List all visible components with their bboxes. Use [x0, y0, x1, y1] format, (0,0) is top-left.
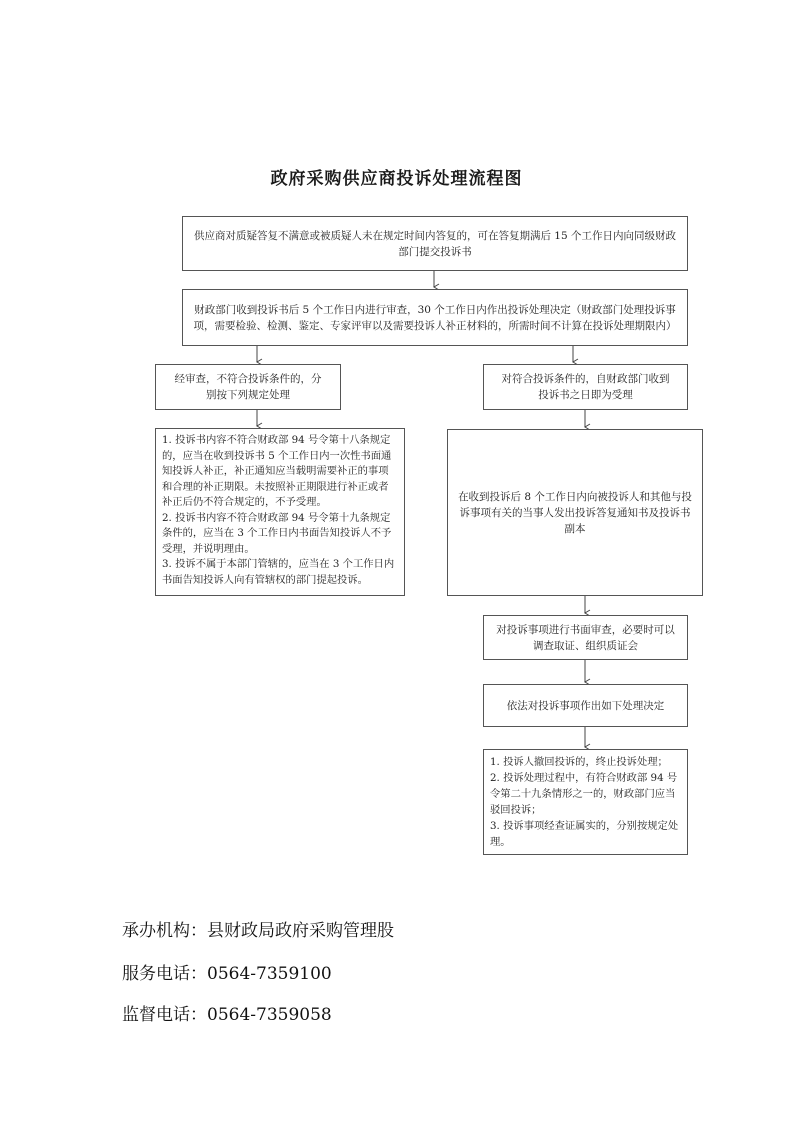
qualified-box [483, 364, 688, 410]
review-box [182, 289, 688, 346]
notify-box [447, 429, 703, 596]
notify-text: 在收到投诉后 8 个工作日内向被投诉人和其他与投诉事项有关的当事人发出投诉答复通知书及投诉书副本 [458, 490, 692, 535]
not-qualified-text: 经审查，不符合投诉条件的，分别按下列规定处理 [174, 373, 322, 401]
decision-text: 依法对投诉事项作出如下处理决定 [506, 699, 665, 712]
qualified-text: 对符合投诉条件的，自财政部门收到投诉书之日即为受理 [501, 373, 670, 401]
not-qualified-item: 2. 投诉书内容不符合财政部 94 号令第十九条规定条件的，应当在 3 个工作日内书面告知投诉人不予受理，并说明理由。 [162, 511, 392, 555]
decision-items-box [483, 749, 688, 855]
not-qualified-items-box [155, 428, 405, 596]
written-review-text: 对投诉事项进行书面审查，必要时可以调查取证、组织质证会 [496, 623, 675, 652]
not-qualified-box [155, 364, 341, 410]
not-qualified-item: 1. 投诉书内容不符合财政部 94 号令第十八条规定的，应当在收到投诉书 5 个工作日内一次性书面通知投诉人补正，补正通知应当载明需要补正的事项和合理的补正期限。未按照补正期限进行补正或者补正后仍不符合规定的，不予受理。 [162, 434, 392, 508]
footer-service-phone: 服务电话：0564-7359100 [122, 964, 332, 984]
footer-supervise-phone: 监督电话：0564-7359058 [122, 1005, 332, 1025]
start-box [182, 216, 688, 271]
decision-box [483, 684, 688, 727]
not-qualified-item: 3. 投诉不属于本部门管辖的，应当在 3 个工作日内书面告知投诉人向有管辖权的部门提起投诉。 [162, 558, 395, 586]
start-text: 供应商对质疑答复不满意或被质疑人未在规定时间内答复的，可在答复期满后 15 个工作日内向同级财政部门提交投诉书 [193, 229, 677, 258]
decision-item: 2. 投诉处理过程中，有符合财政部 94 号令第二十九条情形之一的，财政部门应当驳回投诉； [490, 772, 678, 816]
decision-item: 1. 投诉人撤回投诉的，终止投诉处理； [490, 756, 668, 768]
footer-agency: 承办机构：县财政局政府采购管理股 [122, 921, 394, 941]
review-text: 财政部门收到投诉书后 5 个工作日内进行审查，30 个工作日内作出投诉处理决定（财政部门处理投诉事项，需要检验、检测、鉴定、专家评审以及需要投诉人补正材料的，所需时间不计算在投诉处理期限内） [193, 303, 677, 332]
decision-item: 3. 投诉事项经查证属实的，分别按规定处理。 [490, 820, 679, 848]
written-review-box [483, 615, 688, 660]
page-title: 政府采购供应商投诉处理流程图 [270, 169, 523, 189]
